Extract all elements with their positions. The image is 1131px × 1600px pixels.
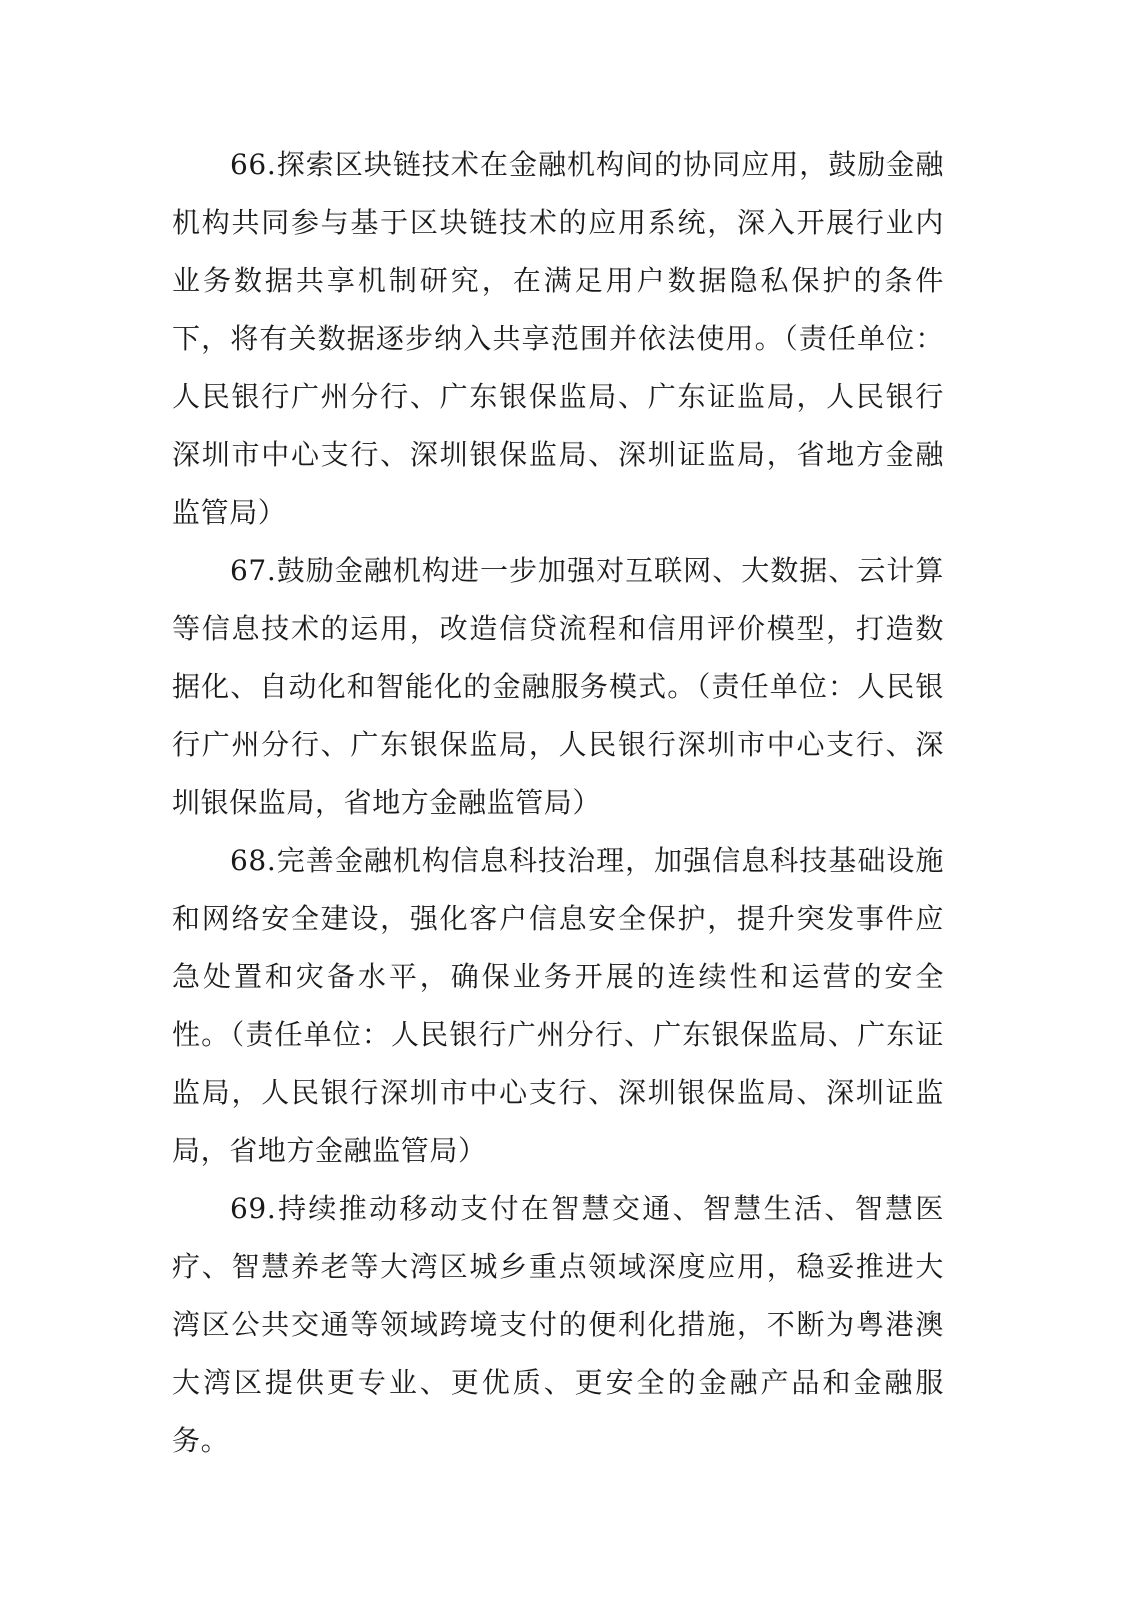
paragraph-67: 67.鼓励金融机构进一步加强对互联网、大数据、云计算等信息技术的运用，改造信贷流程和信用评价模型，打造数据化、自动化和智能化的金融服务模式。（责任单位：人民银行广州分行、广东银保监局，人民银行深圳市中心支行、深圳银保监局，省地方金融监管局） [172, 554, 944, 819]
paragraph-68: 68.完善金融机构信息科技治理，加强信息科技基础设施和网络安全建设，强化客户信息安全保护，提升突发事件应急处置和灾备水平，确保业务开展的连续性和运营的安全性。（责任单位：人民银行广州分行、广东银保监局、广东证监局，人民银行深圳市中心支行、深圳银保监局、深圳证监局，省地方金融监管局） [172, 844, 944, 1167]
paragraph-66: 66.探索区块链技术在金融机构间的协同应用，鼓励金融机构共同参与基于区块链技术的应用系统，深入开展行业内业务数据共享机制研究，在满足用户数据隐私保护的条件下，将有关数据逐步纳入共享范围并依法使用。（责任单位：人民银行广州分行、广东银保监局、广东证监局，人民银行深圳市中心支行、深圳银保监局、深圳证监局，省地方金融监管局） [172, 148, 944, 529]
paragraph-69: 69.持续推动移动支付在智慧交通、智慧生活、智慧医疗、智慧养老等大湾区城乡重点领域深度应用，稳妥推进大湾区公共交通等领域跨境支付的便利化措施，不断为粤港澳大湾区提供更专业、更优质、更安全的金融产品和金融服务。 [172, 1192, 944, 1457]
document-body [172, 136, 944, 1470]
